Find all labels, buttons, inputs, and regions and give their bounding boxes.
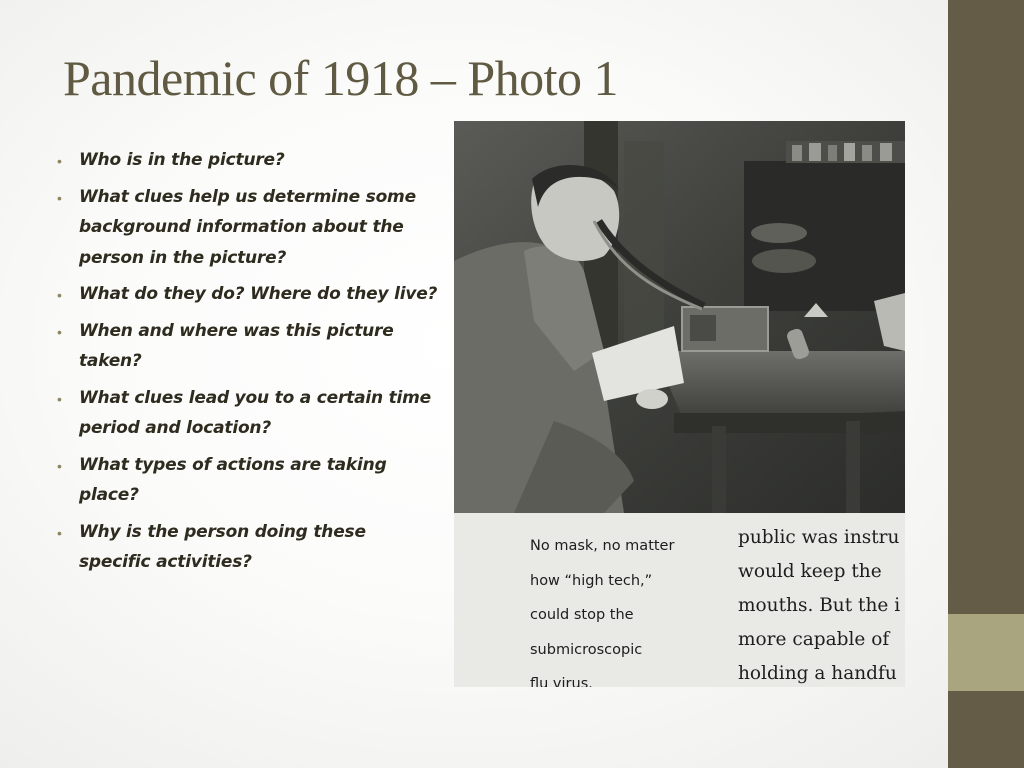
bullet-item — [57, 383, 442, 444]
bullet-item — [57, 145, 442, 176]
book-line: public was instru — [738, 527, 900, 548]
bullet-text: What clues help us determine some background information about the person in the picture? — [79, 186, 416, 268]
book-line: more capable of — [738, 629, 890, 650]
bullet-list — [57, 145, 442, 584]
caption-line: submicroscopic — [530, 641, 643, 658]
book-body-text — [738, 521, 905, 687]
bullet-dot-icon: • — [57, 524, 62, 541]
book-line: holding a handfu — [738, 663, 897, 684]
photo-caption — [530, 529, 730, 687]
bullet-dot-icon: • — [57, 390, 62, 407]
bullet-text: What clues lead you to a certain time period and location? — [79, 387, 431, 438]
bullet-text: Why is the person doing these specific activities? — [79, 521, 366, 572]
bullet-item — [57, 450, 442, 511]
bullet-item — [57, 279, 442, 310]
bullet-dot-icon: • — [57, 457, 62, 474]
bullet-text: Who is in the picture? — [79, 150, 285, 170]
bullet-dot-icon: • — [57, 189, 62, 206]
bullet-text: When and where was this picture taken? — [79, 320, 394, 371]
historical-photo — [454, 121, 905, 687]
bullet-item — [57, 316, 442, 377]
bullet-item — [57, 182, 442, 274]
bullet-text: What types of actions are taking place? — [79, 454, 387, 505]
woman-at-desk-photo — [454, 121, 905, 513]
bullet-dot-icon: • — [57, 323, 62, 340]
book-page — [454, 513, 905, 687]
bullet-dot-icon: • — [57, 287, 62, 303]
bullet-item — [57, 517, 442, 578]
sidebar-accent-block — [948, 614, 1024, 691]
bullet-text: What do they do? Where do they live? — [79, 284, 438, 304]
bullet-dot-icon: • — [57, 153, 62, 169]
caption-line: how “high tech,” — [530, 572, 653, 589]
caption-line: could stop the — [530, 607, 634, 623]
caption-line: No mask, no matter — [530, 538, 675, 554]
caption-line: flu virus. — [530, 676, 593, 687]
slide-title: Pandemic of 1918 – Photo 1 — [63, 50, 619, 106]
book-line: would keep the — [738, 561, 882, 582]
book-line: mouths. But the i — [738, 595, 901, 616]
